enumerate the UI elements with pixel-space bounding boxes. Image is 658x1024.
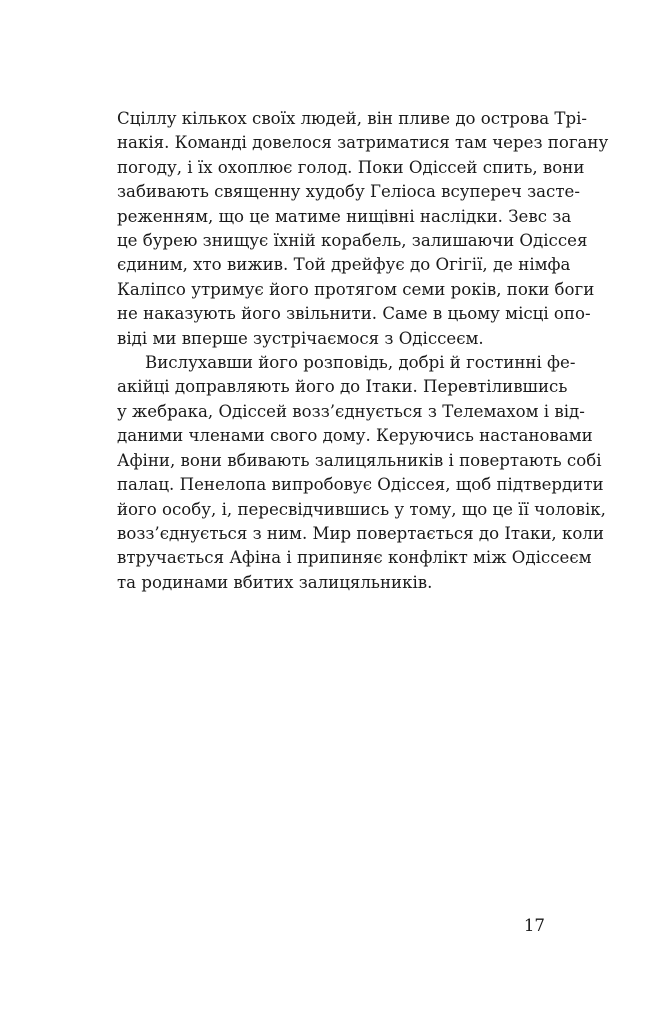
text-line: акійці доправляють його до Ітаки. Перевтілившись [117,377,568,397]
text-line: даними членами свого дому. Керуючись настановами [117,426,593,446]
text-line: втручається Афіна і припиняє конфлікт між Одіссеєм [117,548,592,568]
text-line: Вислухавши його розповідь, добрі й гостинні фе- [145,353,576,373]
text-line: віді ми вперше зустрічаємося з Одіссеєм. [117,328,484,348]
body-text [117,107,609,595]
text-line: це бурею знищує їхній корабель, залишаючи Одіссея [117,231,588,251]
text-line: возз’єднується з ним. Мир повертається до Ітаки, коли [117,523,604,543]
text-line: Сціллу кількох своїх людей, він пливе до острова Трі- [117,109,587,128]
text-line: єдиним, хто вижив. Той дрейфує до Огігії, де німфа [117,255,571,275]
page-number: 17 [523,916,545,935]
text-line: у жебрака, Одіссей возз’єднується з Телемахом і від- [117,401,585,421]
text-line: Афіни, вони вбивають залицяльників і повертають собі [117,450,602,470]
paragraph-2 [117,351,606,595]
text-line: його особу, і, пересвідчившись у тому, що це її чоловік, [117,499,606,519]
text-line: забивають священну худобу Геліоса всупереч засте- [117,182,580,202]
text-line: та родинами вбитих залицяльників. [117,572,433,592]
text-line: реженням, що це матиме нищівні наслідки. Зевс за [117,206,572,226]
text-line: погоду, і їх охоплює голод. Поки Одіссей спить, вони [117,157,585,177]
text-line: Каліпсо утримує його протягом семи років, поки боги [117,279,595,299]
text-line: палац. Пенелопа випробовує Одіссея, щоб підтвердити [117,475,604,495]
text-line: не наказують його звільнити. Саме в цьому місці опо- [117,304,591,324]
text-line: накія. Команді довелося затриматися там через погану [117,133,609,153]
paragraph-1 [117,107,609,351]
